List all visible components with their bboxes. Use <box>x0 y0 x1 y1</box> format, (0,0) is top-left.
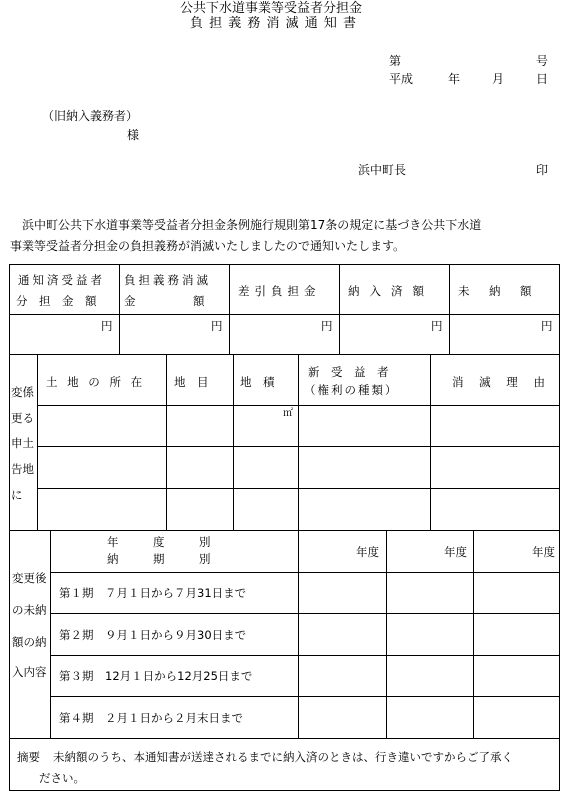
header-land-area: 地 積 <box>240 375 275 389</box>
note-label: 摘要 <box>17 750 40 764</box>
header-land-category: 地 目 <box>174 375 209 389</box>
header-notified-amount-line-2: 分 担 金 額 <box>16 294 97 308</box>
year-column-label: 年度 <box>356 545 379 559</box>
note-text-line-1: 未納額のうち、本通知書が送達されるまでに納入済のときは、行き違いですからご了承く <box>53 750 513 764</box>
year-column-label: 年度 <box>444 545 467 559</box>
payment-side-label-2: の未納 <box>12 603 47 617</box>
header-new-beneficiary: 新 受 益 者 <box>308 365 389 379</box>
unit-yen: 円 <box>321 319 333 333</box>
addressee-label: （旧納入義務者） <box>42 109 139 123</box>
installment-period-4: 第４期 ２月１日から２月末日まで <box>59 711 243 725</box>
header-notified-amount-line-1: 通知済受益者 <box>18 273 105 287</box>
unit-yen: 円 <box>541 319 553 333</box>
header-net-charge: 差引負担金 <box>238 284 321 298</box>
document-subtitle: 負 担 義 務 消 滅 通 知 書 <box>190 16 358 31</box>
header-fiscal-year: 年 度 別 <box>107 535 211 549</box>
addressee-honorific: 様 <box>127 128 140 142</box>
land-side-label-2: 更る <box>11 411 34 425</box>
header-paid-amount: 納入済額 <box>348 284 434 298</box>
payment-side-label-4: 入内容 <box>12 665 47 679</box>
document-number-prefix: 第 <box>389 54 402 68</box>
installment-period-1: 第１期 ７月１日から７月31日まで <box>59 586 247 600</box>
header-extinguished-amount-line-2: 金 額 <box>124 294 205 308</box>
date-day-label: 日 <box>536 72 549 86</box>
land-side-label-1: 変係 <box>11 385 34 399</box>
header-right-type: （権利の種類） <box>304 383 399 397</box>
unit-yen: 円 <box>211 319 223 333</box>
date-year-label: 年 <box>448 72 461 86</box>
year-column-label: 年度 <box>532 545 555 559</box>
date-month-label: 月 <box>492 72 505 86</box>
land-side-label-5: に <box>11 488 23 502</box>
document-title: 公共下水道事業等受益者分担金 <box>180 1 363 16</box>
land-side-label-3: 申土 <box>11 436 34 450</box>
installment-period-3: 第３期 12月１日から12月25日まで <box>59 669 253 683</box>
installment-period-2: 第２期 ９月１日から９月30日まで <box>59 628 247 642</box>
date-era: 平成 <box>389 72 414 86</box>
sender-name: 浜中町長 <box>358 163 407 177</box>
body-text-line-1: 浜中町公共下水道事業等受益者分担金条例施行規則第17条の規定に基づき公共下水道 <box>22 218 482 232</box>
header-land-location: 土 地 の 所 在 <box>46 375 146 389</box>
header-extinguished-amount-line-1: 負担義務消滅 <box>124 273 211 287</box>
land-side-label-4: 告地 <box>11 462 34 476</box>
seal-mark: 印 <box>536 163 549 177</box>
body-text-line-2: 事業等受益者分担金の負担義務が消滅いたしましたので通知いたします。 <box>10 239 406 253</box>
note-text-line-2: ださい。 <box>39 771 85 785</box>
header-unpaid-amount: 未 納 額 <box>458 284 536 298</box>
unit-square-meter: ㎡ <box>283 408 293 419</box>
document-number-suffix: 号 <box>536 54 549 68</box>
unit-yen: 円 <box>431 319 443 333</box>
payment-side-label-1: 変更後 <box>12 571 47 585</box>
payment-side-label-3: 額の納 <box>12 635 47 649</box>
unit-yen: 円 <box>101 319 113 333</box>
header-installment: 納 期 別 <box>107 552 211 566</box>
header-extinction-reason: 消 滅 理 由 <box>452 375 551 389</box>
